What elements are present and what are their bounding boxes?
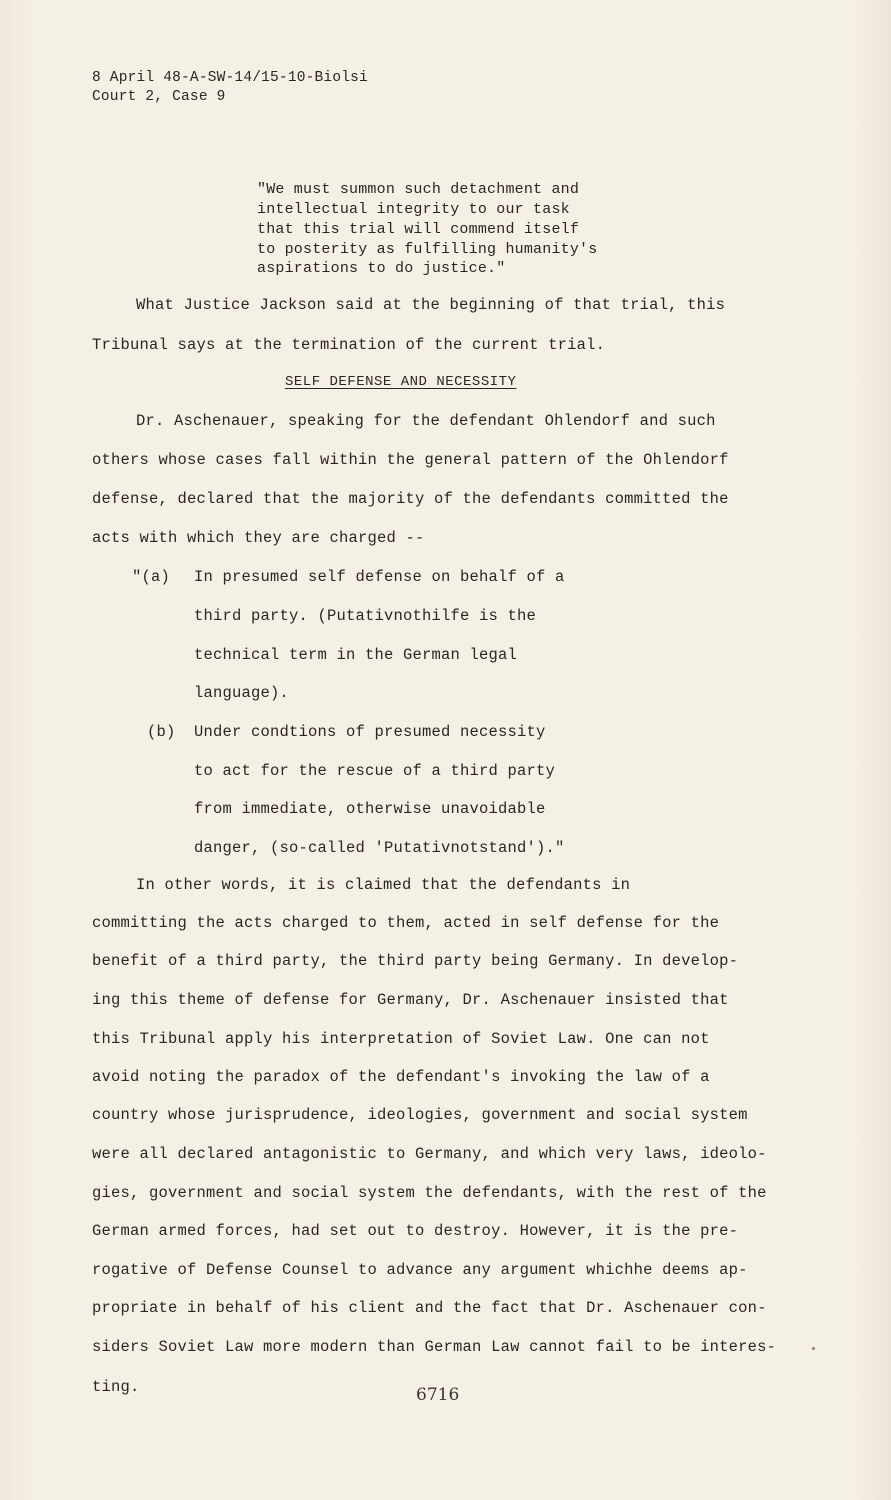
text-line: siders Soviet Law more modern than German Law cannot fail to be interes- — [92, 1338, 777, 1356]
text-line: benefit of a third party, the third party being Germany. In develop- — [92, 952, 739, 970]
text-line: gies, government and social system the defendants, with the rest of the — [92, 1184, 767, 1202]
list-item-line: danger, (so-called 'Putativnotstand')." — [194, 839, 565, 857]
text-line: others whose cases fall within the general pattern of the Ohlendorf — [92, 451, 729, 469]
quote-line: aspirations to do justice." — [257, 260, 506, 277]
text-line: Tribunal says at the termination of the current trial. — [92, 336, 606, 354]
section-heading: SELF DEFENSE AND NECESSITY — [285, 374, 517, 390]
text-line: ing this theme of defense for Germany, Dr. Aschenauer insisted that — [92, 991, 729, 1009]
list-item-line: technical term in the German legal — [194, 646, 518, 664]
list-item-line: third party. (Putativnothilfe is the — [194, 607, 537, 625]
text-line: ting. — [92, 1378, 140, 1396]
list-marker: (b) — [147, 723, 176, 741]
text-line: avoid noting the paradox of the defendant's invoking the law of a — [92, 1068, 710, 1086]
quote-line: that this trial will commend itself — [257, 221, 580, 238]
paper-speck — [812, 1347, 815, 1350]
text-line: rogative of Defense Counsel to advance any argument whichhe deems ap- — [92, 1261, 748, 1279]
page-number: 6716 — [416, 1385, 460, 1405]
text-line: In other words, it is claimed that the defendants in — [136, 876, 631, 894]
quote-line: intellectual integrity to our task — [257, 201, 570, 218]
text-line: acts with which they are charged -- — [92, 529, 425, 547]
header-reference: 8 April 48-A-SW-14/15-10-Biolsi — [92, 70, 368, 86]
text-line: German armed forces, had set out to destroy. However, it is the pre- — [92, 1222, 739, 1240]
list-item-line: from immediate, otherwise unavoidable — [194, 800, 546, 818]
text-line: country whose jurisprudence, ideologies, government and social system — [92, 1106, 748, 1124]
list-item-line: to act for the rescue of a third party — [194, 762, 556, 780]
text-line: defense, declared that the majority of the defendants committed the — [92, 490, 729, 508]
text-line: Dr. Aschenauer, speaking for the defendant Ohlendorf and such — [136, 412, 716, 430]
list-item-line: language). — [194, 684, 290, 702]
list-marker: "(a) — [132, 568, 171, 586]
text-line: this Tribunal apply his interpretation of Soviet Law. One can not — [92, 1030, 710, 1048]
text-line: propriate in behalf of his client and the fact that Dr. Aschenauer con- — [92, 1299, 767, 1317]
list-item-line: Under condtions of presumed necessity — [194, 723, 546, 741]
text-line: committing the acts charged to them, acted in self defense for the — [92, 914, 720, 932]
text-line: were all declared antagonistic to Germany, and which very laws, ideolo- — [92, 1145, 767, 1163]
quote-line: "We must summon such detachment and — [257, 181, 580, 198]
text-line: What Justice Jackson said at the beginning of that trial, this — [136, 296, 726, 314]
quote-line: to posterity as fulfilling humanity's — [257, 241, 598, 258]
header-court: Court 2, Case 9 — [92, 89, 226, 105]
list-item-line: In presumed self defense on behalf of a — [194, 568, 565, 586]
